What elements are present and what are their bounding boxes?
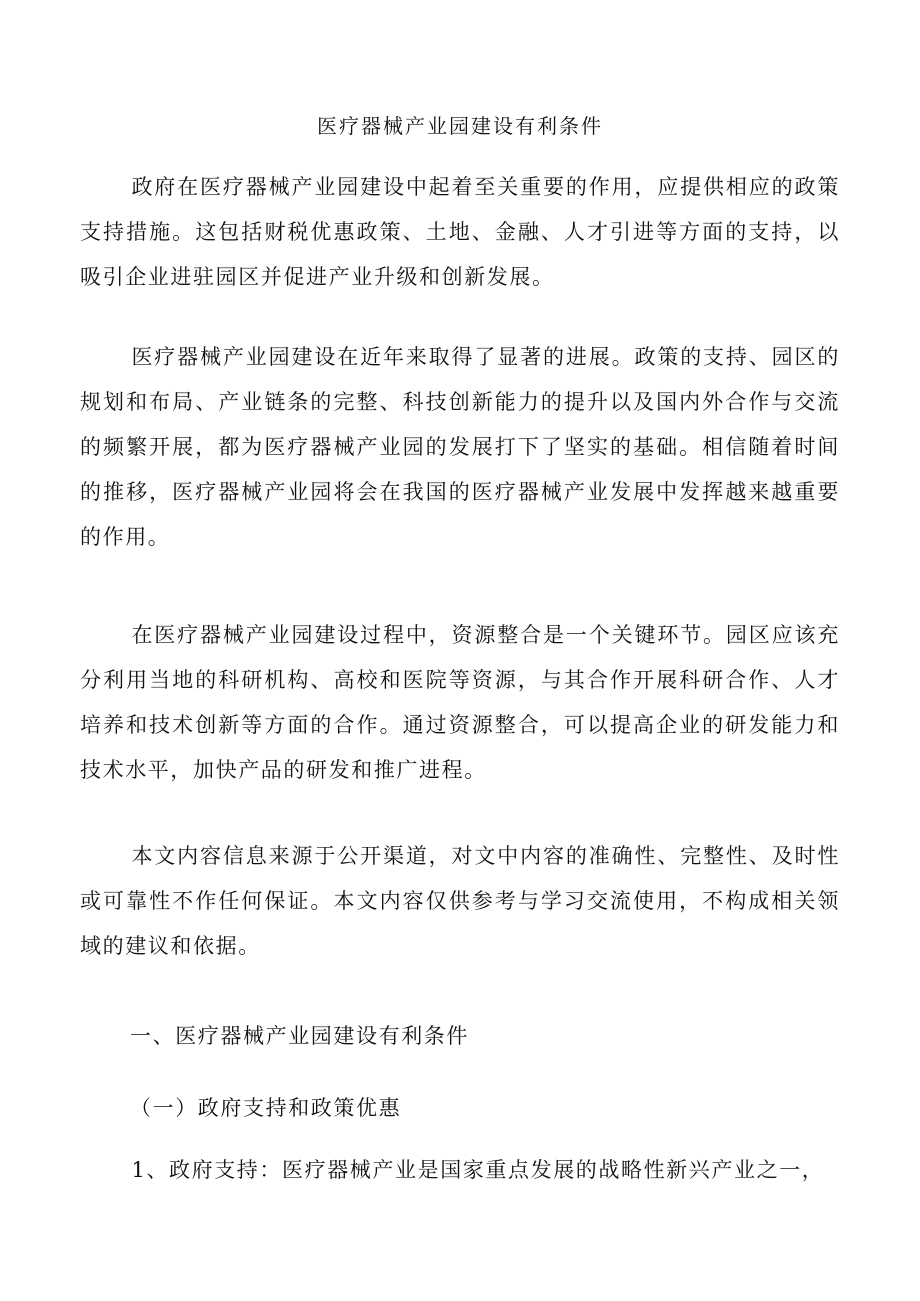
section-heading: 一、医疗器械产业园建设有利条件	[130, 1024, 469, 1048]
paragraph-disclaimer: 本文内容信息来源于公开渠道，对文中内容的准确性、完整性、及时性或可靠性不作任何保证。本文内容仅供参考与学习交流使用，不构成相关领域的建议和依据。	[80, 844, 840, 958]
paragraph-resource-integration: 在医疗器械产业园建设过程中，资源整合是一个关键环节。园区应该充分利用当地的科研机构、高校和医院等资源，与其合作开展科研合作、人才培养和技术创新等方面的合作。通过资源整合，可以提高企业的研发能力和技术水平，加快产品的研发和推广进程。	[80, 623, 840, 782]
paragraph-government-support: 1、政府支持：医疗器械产业是国家重点发展的战略性新兴产业之一，	[131, 1158, 825, 1182]
document-title: 医疗器械产业园建设有利条件	[317, 114, 603, 138]
paragraph-progress: 医疗器械产业园建设在近年来取得了显著的进展。政策的支持、园区的规划和布局、产业链条的完整、科技创新能力的提升以及国内外合作与交流的频繁开展，都为医疗器械产业园的发展打下了坚实的基础。相信随着时间的推移，医疗器械产业园将会在我国的医疗器械产业发展中发挥越来越重要的作用。	[80, 345, 840, 549]
subsection-heading: （一）政府支持和政策优惠	[130, 1096, 402, 1120]
paragraph-government-role: 政府在医疗器械产业园建设中起着至关重要的作用，应提供相应的政策支持措施。这包括财税优惠政策、土地、金融、人才引进等方面的支持，以吸引企业进驻园区并促进产业升级和创新发展。	[80, 175, 840, 289]
